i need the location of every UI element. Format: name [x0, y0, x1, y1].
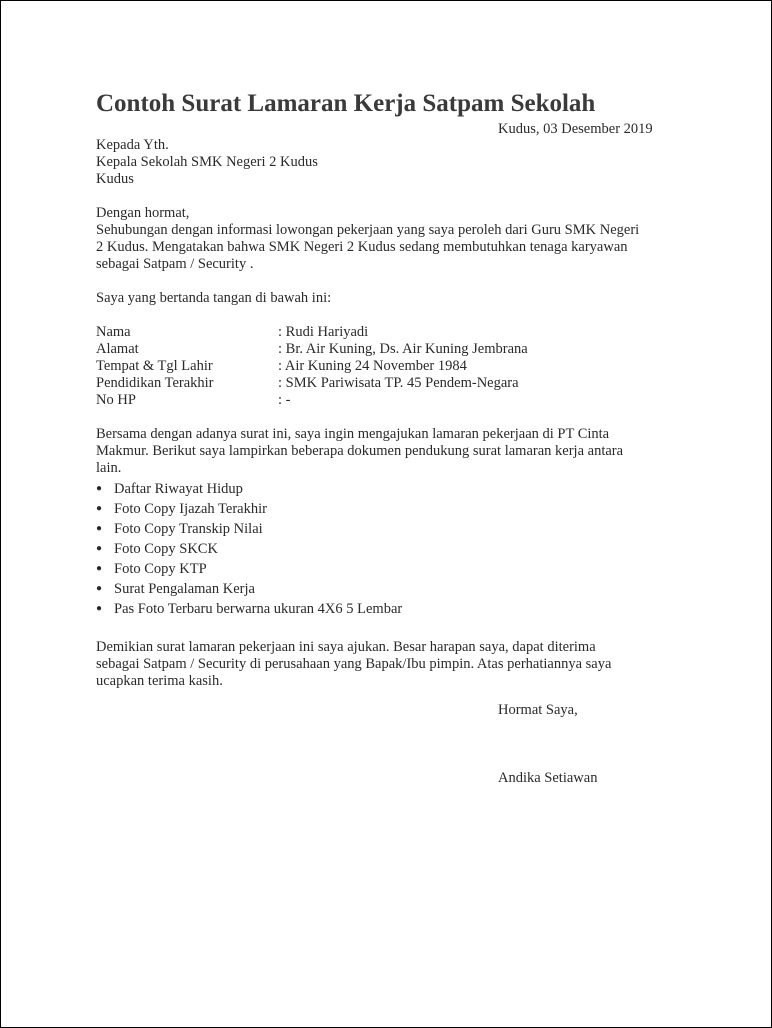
list-item: [96, 580, 696, 600]
attachment-label: Pas Foto Terbaru berwarna ukuran 4X6 5 Lembar: [114, 601, 403, 617]
identity-value: : Air Kuning 24 November 1984: [278, 358, 467, 374]
identity-value: : -: [278, 392, 291, 408]
closing-paragraph: [96, 639, 696, 690]
document-title: Contoh Surat Lamaran Kerja Satpam Sekolah: [96, 90, 596, 117]
identity-row: [96, 341, 696, 358]
letter-body: [96, 137, 696, 690]
bullet-icon: ●: [96, 543, 103, 554]
attachment-label: Daftar Riwayat Hidup: [114, 481, 243, 497]
list-item: [96, 520, 696, 540]
attachments-list: [96, 480, 696, 620]
bullet-icon: ●: [96, 503, 103, 514]
sign-off: Hormat Saya,: [498, 702, 578, 718]
intro-line: sebagai Satpam / Security .: [96, 256, 254, 272]
identity-row: [96, 375, 696, 392]
recipient-line: Kepala Sekolah SMK Negeri 2 Kudus: [96, 154, 318, 170]
attachments-intro: [96, 426, 696, 477]
attachments-intro-line: Bersama dengan adanya surat ini, saya ingin mengajukan lamaran pekerjaan di PT Cinta: [96, 426, 610, 442]
identity-value: : Rudi Hariyadi: [278, 324, 369, 340]
closing-line: ucapkan terima kasih.: [96, 673, 223, 689]
identity-table: [96, 324, 696, 409]
undersigned-statement: Saya yang bertanda tangan di bawah ini:: [96, 290, 332, 306]
attachment-label: Surat Pengalaman Kerja: [114, 581, 255, 597]
identity-label: Nama: [96, 324, 131, 340]
attachment-label: Foto Copy Ijazah Terakhir: [114, 501, 267, 517]
closing-line: sebagai Satpam / Security di perusahaan yang Bapak/Ibu pimpin. Atas perhatiannya saya: [96, 656, 612, 672]
intro-line: 2 Kudus. Mengatakan bahwa SMK Negeri 2 Kudus sedang membutuhkan tenaga karyawan: [96, 239, 628, 255]
recipient-line: Kudus: [96, 171, 134, 187]
list-item: [96, 480, 696, 500]
intro-paragraph: [96, 222, 696, 273]
list-item: [96, 560, 696, 580]
identity-label: Alamat: [96, 341, 139, 357]
bullet-icon: ●: [96, 603, 103, 614]
closing-line: Demikian surat lamaran pekerjaan ini saya ajukan. Besar harapan saya, dapat diterima: [96, 639, 596, 655]
greeting: Dengan hormat,: [96, 205, 190, 221]
bullet-icon: ●: [96, 583, 103, 594]
attachment-label: Foto Copy KTP: [114, 561, 207, 577]
identity-row: [96, 358, 696, 375]
attachment-label: Foto Copy SKCK: [114, 541, 218, 557]
bullet-icon: ●: [96, 483, 103, 494]
intro-line: Sehubungan dengan informasi lowongan pekerjaan yang saya peroleh dari Guru SMK Negeri: [96, 222, 640, 238]
recipient-block: [96, 137, 696, 188]
identity-value: : Br. Air Kuning, Ds. Air Kuning Jembrana: [278, 341, 528, 357]
list-item: [96, 500, 696, 520]
bullet-icon: ●: [96, 563, 103, 574]
list-item: [96, 600, 696, 620]
identity-row: [96, 392, 696, 409]
recipient-line: Kepada Yth.: [96, 137, 169, 153]
signer-name: Andika Setiawan: [498, 770, 598, 786]
attachments-intro-line: lain.: [96, 460, 122, 476]
identity-label: No HP: [96, 392, 136, 408]
identity-value: : SMK Pariwisata TP. 45 Pendem-Negara: [278, 375, 519, 391]
identity-row: [96, 324, 696, 341]
attachment-label: Foto Copy Transkip Nilai: [114, 521, 263, 537]
attachments-intro-line: Makmur. Berikut saya lampirkan beberapa dokumen pendukung surat lamaran kerja antara: [96, 443, 624, 459]
letter-date: Kudus, 03 Desember 2019: [498, 121, 653, 137]
signature-block: [498, 702, 597, 787]
identity-label: Tempat & Tgl Lahir: [96, 358, 213, 374]
bullet-icon: ●: [96, 523, 103, 534]
list-item: [96, 540, 696, 560]
identity-label: Pendidikan Terakhir: [96, 375, 214, 391]
